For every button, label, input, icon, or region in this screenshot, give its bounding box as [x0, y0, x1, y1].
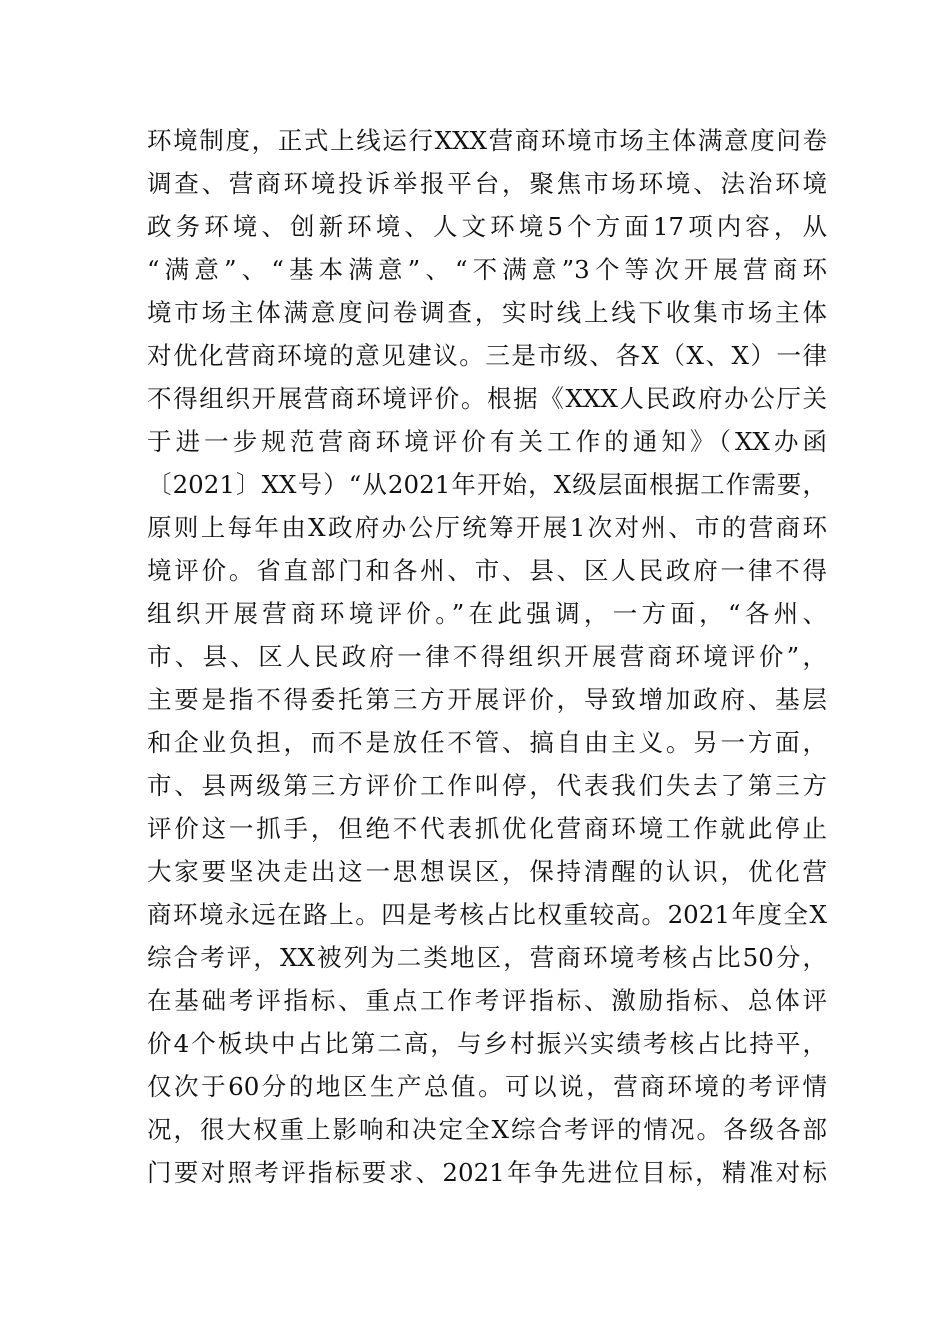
- text-line: 环境制度，正式上线运行XXX营商环境市场主体满意度问卷: [147, 126, 827, 155]
- text-line: 在基础考评指标、重点工作考评指标、激励指标、总体评: [147, 986, 827, 1015]
- body-paragraph: [147, 119, 827, 1194]
- text-line: 组织开展营商环境评价。”在此强调，一方面，“各州、: [147, 599, 827, 628]
- text-line: 仅次于60分的地区生产总值。可以说，营商环境的考评情: [147, 1072, 827, 1101]
- text-line: 政务环境、创新环境、人文环境5个方面17项内容，从: [147, 212, 827, 241]
- text-line: 〔2021〕XX号）“从2021年开始，X级层面根据工作需要，: [147, 470, 827, 499]
- text-line: 市、县、区人民政府一律不得组织开展营商环境评价”，: [147, 642, 827, 671]
- text-line: 主要是指不得委托第三方开展评价，导致增加政府、基层: [147, 685, 827, 714]
- text-line: 原则上每年由X政府办公厅统筹开展1次对州、市的营商环: [147, 513, 827, 542]
- text-line: “满意”、“基本满意”、“不满意”3个等次开展营商环: [147, 255, 827, 284]
- text-line: 境市场主体满意度问卷调查，实时线上线下收集市场主体: [147, 298, 827, 327]
- text-line: 价4个板块中占比第二高，与乡村振兴实绩考核占比持平，: [147, 1029, 827, 1058]
- text-line: 门要对照考评指标要求、2021年争先进位目标，精准对标: [147, 1158, 827, 1187]
- text-line: 大家要坚决走出这一思想误区，保持清醒的认识，优化营: [147, 857, 827, 886]
- text-line: 对优化营商环境的意见建议。三是市级、各X（X、X）一律: [147, 341, 827, 370]
- text-line: 商环境永远在路上。四是考核占比权重较高。2021年度全X: [147, 900, 827, 929]
- text-line: 况，很大权重上影响和决定全X综合考评的情况。各级各部: [147, 1115, 827, 1144]
- text-line: 不得组织开展营商环境评价。根据《XXX人民政府办公厅关: [147, 384, 827, 413]
- text-line: 评价这一抓手，但绝不代表抓优化营商环境工作就此停止: [147, 814, 827, 843]
- text-line: 于进一步规范营商环境评价有关工作的通知》（XX办函: [147, 427, 827, 456]
- text-line: 市、县两级第三方评价工作叫停，代表我们失去了第三方: [147, 771, 827, 800]
- text-line: 和企业负担，而不是放任不管、搞自由主义。另一方面，: [147, 728, 827, 757]
- text-line: 境评价。省直部门和各州、市、县、区人民政府一律不得: [147, 556, 827, 585]
- text-line: 综合考评，XX被列为二类地区，营商环境考核占比50分，: [147, 943, 827, 972]
- text-line: 调查、营商环境投诉举报平台，聚焦市场环境、法治环境: [147, 169, 827, 198]
